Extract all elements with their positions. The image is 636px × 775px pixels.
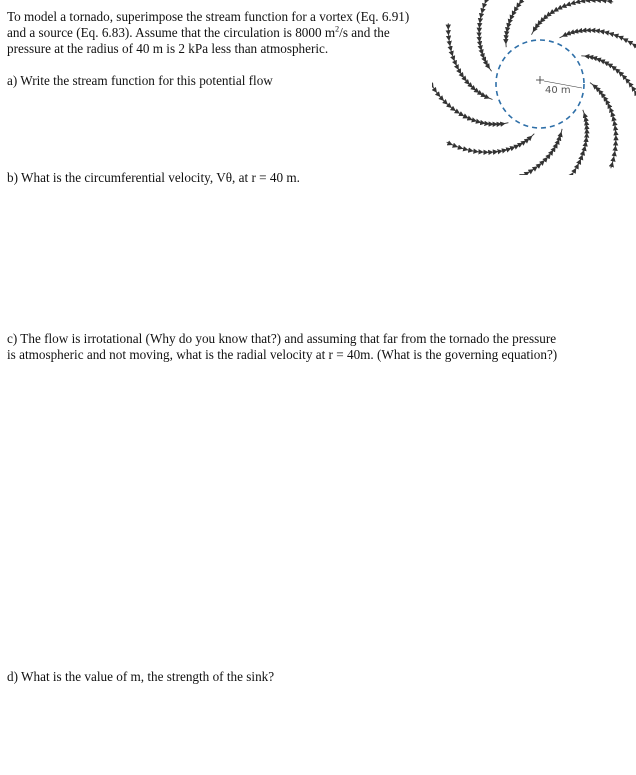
problem-statement	[7, 9, 437, 57]
intro-line-2-end: /s and the	[339, 25, 390, 40]
streamline	[532, 0, 614, 34]
flow-arrow	[517, 4, 521, 8]
intro-line-3: pressure at the radius of 40 m is 2 kPa less than atmospheric.	[7, 41, 329, 56]
flow-arrow	[478, 28, 482, 32]
question-d: d) What is the value of m, the strength of the sink?	[7, 669, 275, 684]
intro-line-2	[7, 25, 390, 40]
tornado-flow-diagram	[432, 0, 636, 175]
flow-arrow	[562, 4, 566, 7]
streamline	[447, 134, 535, 153]
streamline	[560, 30, 636, 54]
flow-arrow	[612, 117, 615, 121]
flow-arrow	[600, 30, 604, 33]
intro-line-1: To model a tornado, superimpose the stream function for a vortex (Eq. 6.91)	[7, 9, 410, 24]
streamline	[581, 56, 636, 117]
streamline	[590, 83, 616, 169]
flow-arrow	[464, 115, 468, 118]
flow-arrow	[457, 69, 460, 73]
streamline	[493, 129, 562, 175]
streamlines	[432, 0, 636, 175]
question-b: b) What is the circumferential velocity, Vθ, at r = 40 m.	[7, 170, 300, 185]
streamline	[432, 82, 508, 124]
center-mark	[536, 76, 544, 84]
radius-label: 40 m	[545, 85, 571, 96]
intro-line-2-text: and a source (Eq. 6.83). Assume that the circulation is 8000 m	[7, 25, 336, 40]
streamline	[554, 110, 587, 175]
superscript-2: 2	[335, 24, 340, 34]
question-c: c) The flow is irrotational (Why do you know that?) and assuming that far from the tornado the pressure is atmospheric and not moving, what is the radial velocity at r = 40m. (What is the governing equation?)	[7, 331, 558, 362]
flow-arrow	[494, 150, 498, 154]
flow-arrow	[581, 151, 584, 155]
streamline	[479, 0, 496, 71]
question-a: a) Write the stream function for this potential flow	[7, 73, 273, 88]
